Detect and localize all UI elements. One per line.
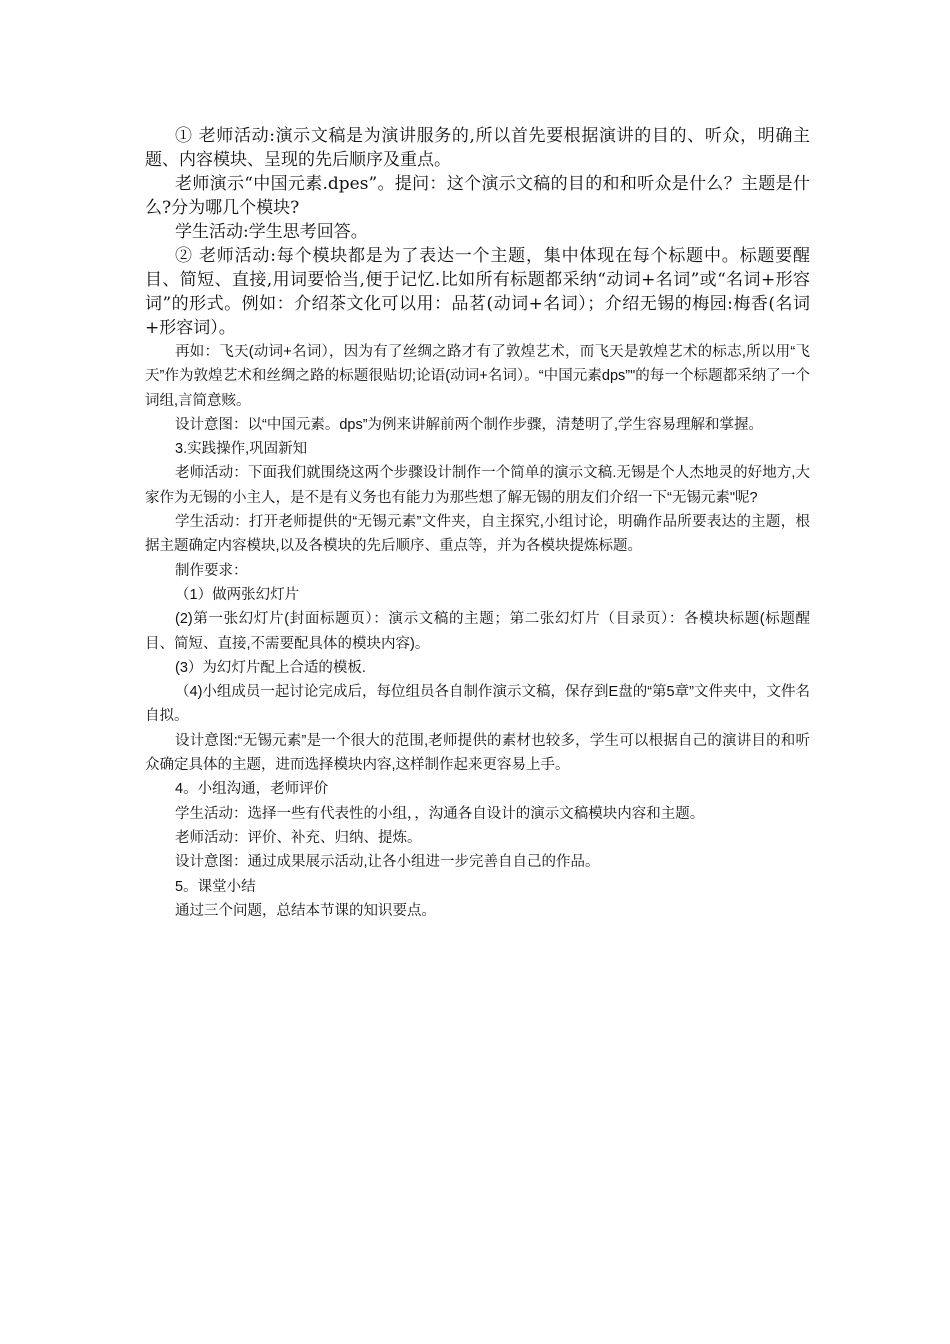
paragraph-design-intent-1: 设计意图：以“中国元素。dps”为例来讲解前两个制作步骤，清楚明了,学生容易理解和掌握。 bbox=[175, 416, 764, 433]
paragraph-student-activity-2: 学生活动：打开老师提供的“无锡元素”文件夹，自主探究,小组讨论，明确作品所要表达的主题，根据主题确定内容模块,以及各模块的先后顺序、重点等，并为各模块提炼标题。 bbox=[145, 514, 810, 555]
paragraph-example-feitian: 再如：飞天(动词+名词），因为有了丝绸之路才有了敦煌艺术，而飞天是敦煌艺术的标志,所以用“飞天”作为敦煌艺术和丝绸之路的标题很贴切;论语(动词+名词）。“中国元素dps”"的每一个标题都采纳了一个词组,言简意赅。 bbox=[145, 344, 810, 409]
paragraph-teacher-demo: 老师演示“中国元素.dpes”。提问：这个演示文稿的目的和和听众是什么？主题是什么?分为哪几个模块? bbox=[145, 174, 810, 218]
requirement-item-3: (3）为幻灯片配上合适的模板. bbox=[175, 659, 366, 676]
paragraph-design-intent-2: 设计意图:“无锡元素”是一个很大的范围,老师提供的素材也较多，学生可以根据自己的演讲目的和听众确定具体的主题，进而选择模块内容,这样制作起来更容易上手。 bbox=[145, 732, 810, 774]
paragraph-student-activity-3: 学生活动：选择一些有代表性的小组，，沟通各自设计的演示文稿模块内容和主题。 bbox=[175, 805, 705, 822]
requirement-item-1: （1）做两张幻灯片 bbox=[175, 586, 300, 603]
paragraph-teacher-activity-1: ① 老师活动:演示文稿是为演讲服务的,所以首先要根据演讲的目的、听众，明确主题、内容模块、呈现的先后顺序及重点。 bbox=[145, 126, 810, 170]
requirement-item-2: (2)第一张幻灯片(封面标题页）：演示文稿的主题；第二张幻灯片（目录页）：各模块标题(标题醒目、简短、直接,不需要配具体的模块内容)。 bbox=[145, 611, 810, 652]
paragraph-student-activity-1: 学生活动:学生思考回答。 bbox=[175, 222, 368, 242]
section-heading-summary: 5。课堂小结 bbox=[175, 878, 256, 895]
paragraph-requirements-label: 制作要求： bbox=[175, 562, 248, 579]
paragraph-teacher-activity-2: ② 老师活动:每个模块都是为了表达一个主题，集中体现在每个标题中。标题要醒目、简短、直接,用词要恰当,便于记忆.比如所有标题都采纳“动词+名词”或“名词+形容词”的形式。例如：介绍茶文化可以用：品茗(动词+名词）；介绍无锡的梅园:梅香(名词+形容词）。 bbox=[145, 246, 810, 338]
section-heading-practice: 3.实践操作,巩固新知 bbox=[175, 441, 308, 458]
paragraph-summary: 通过三个问题，总结本节课的知识要点。 bbox=[175, 902, 436, 919]
paragraph-teacher-activity-3: 老师活动：下面我们就围绕这两个步骤设计制作一个简单的演示文稿.无锡是个人杰地灵的好地方,大家作为无锡的小主人，是不是有义务也有能力为那些想了解无锡的朋友们介绍一下“无锡元素"呢? bbox=[145, 465, 810, 506]
requirement-item-4: （4)小组成员一起讨论完成后，每位组员各自制作演示文稿，保存到E盘的“第5章”文件夹中，文件名自拟。 bbox=[145, 684, 810, 725]
section-heading-communication: 4。小组沟通，老师评价 bbox=[175, 781, 329, 798]
document-body bbox=[145, 124, 810, 923]
paragraph-teacher-activity-4: 老师活动：评价、补充、归纳、提炼。 bbox=[175, 829, 422, 846]
paragraph-design-intent-3: 设计意图：通过成果展示活动,让各小组进一步完善自自己的作品。 bbox=[175, 854, 600, 871]
